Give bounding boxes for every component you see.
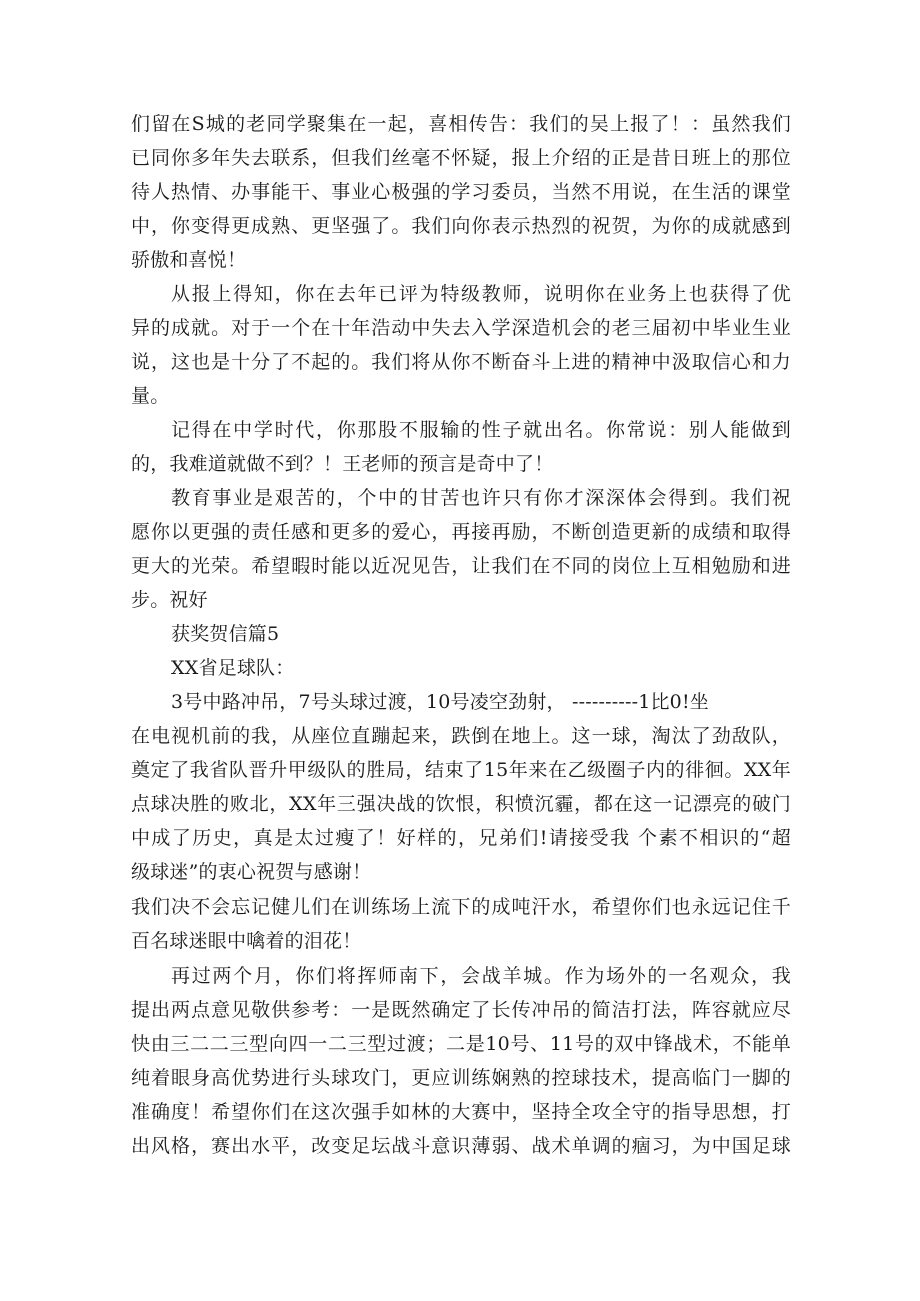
text-line: 再过两个月，你们将挥师南下，会战羊城。作为场外的一名观众，我 — [171, 965, 791, 987]
text-line: 骄傲和喜悦！ — [131, 249, 247, 271]
text-line: 纯着眼身高优势进行头球攻门，更应训练娴熟的控球技术，提高临门一脚的 — [131, 1067, 791, 1089]
salutation-text: XX省足球队： — [171, 657, 295, 679]
text-line: 级球迷”的衷心祝贺与感谢！ — [131, 861, 372, 883]
text-line: 说，这也是十分了不起的。我们将从你不断奋斗上进的精神中汲取信心和力 — [131, 351, 791, 373]
salutation — [131, 651, 791, 685]
text-line: 出风格，赛出水平，改变足坛战斗意识薄弱、战术单调的痼习，为中国足球 — [131, 1135, 791, 1157]
text-line: 中成了历史，真是太过瘦了！好样的，兄弟们!请接受我 个素不相识的“超 — [131, 827, 791, 849]
paragraph-congratulation-opening — [131, 107, 791, 277]
text-line: 我们决不会忘记健儿们在训练场上流下的成吨汗水，希望你们也永远记住千 — [131, 896, 791, 918]
text-line: 中，你变得更成熟、更坚强了。我们向你表示热烈的祝贺，为你的成就感到 — [131, 215, 791, 237]
paragraph-education-wishes — [131, 481, 791, 617]
text-line: 已同你多年失去联系，但我们丝毫不怀疑，报上介绍的正是昔日班上的那位 — [131, 147, 791, 169]
text-line: 教育事业是艰苦的，个中的甘苦也许只有你才深深体会得到。我们祝 — [171, 487, 791, 509]
text-line: 快由三二二三型向四一二三型过渡；二是10号、11号的双中锋战术，不能单 — [131, 1033, 791, 1055]
text-line: 量。 — [131, 385, 170, 407]
text-line: 的，我难道就做不到？！王老师的预言是奇中了！ — [131, 453, 554, 475]
text-line: 待人热情、办事能干、事业心极强的学习委员，当然不用说，在生活的课堂 — [131, 181, 791, 203]
paragraph-school-memory — [131, 413, 791, 481]
paragraph-goal-description — [131, 685, 791, 889]
paragraph-suggestions — [131, 959, 791, 1163]
paragraph-teacher-achievement — [131, 277, 791, 413]
text-line: 从报上得知，你在去年已评为特级教师，说明你在业务上也获得了优 — [171, 283, 791, 305]
text-line: 点球决胜的败北，XX年三强决战的饮恨，积愤沉霾，都在这一记漂亮的破门 — [131, 793, 791, 815]
text-line: 准确度！希望你们在这次强手如林的大赛中，坚持全攻全守的指导思想，打 — [131, 1101, 791, 1123]
text-line: 在电视机前的我，从座位直蹦起来，跌倒在地上。这一球，淘汰了劲敌队， — [131, 725, 791, 747]
text-line: 步。祝好 — [131, 589, 208, 611]
text-line: 记得在中学时代，你那股不服输的性子就出名。你常说：别人能做到 — [171, 419, 791, 441]
paragraph-never-forget — [131, 890, 791, 958]
section-title: 获奖贺信篇5 — [171, 623, 280, 645]
text-line: 3号中路冲吊，7号头球过渡，10号凌空劲射， ----------1比0!坐 — [171, 691, 710, 713]
text-line: 们留在S城的老同学聚集在一起，喜相传告：我们的吴上报了！：虽然我们 — [131, 113, 791, 135]
text-line: 奠定了我省队晋升甲级队的胜局，结束了15年来在乙级圈子内的徘徊。XX年 — [131, 759, 791, 781]
text-line: 更大的光荣。希望暇时能以近况见告，让我们在不同的岗位上互相勉励和进 — [131, 555, 791, 577]
text-line: 提出两点意见敬供参考：一是既然确定了长传冲吊的简洁打法，阵容就应尽 — [131, 999, 791, 1021]
text-line: 百名球迷眼中噙着的泪花！ — [131, 930, 362, 952]
text-line: 异的成就。对于一个在十年浩动中失去入学深造机会的老三届初中毕业生业 — [131, 317, 791, 339]
section-heading — [131, 617, 791, 651]
text-line: 愿你以更强的责任感和更多的爱心，再接再励，不断创造更新的成绩和取得 — [131, 521, 791, 543]
